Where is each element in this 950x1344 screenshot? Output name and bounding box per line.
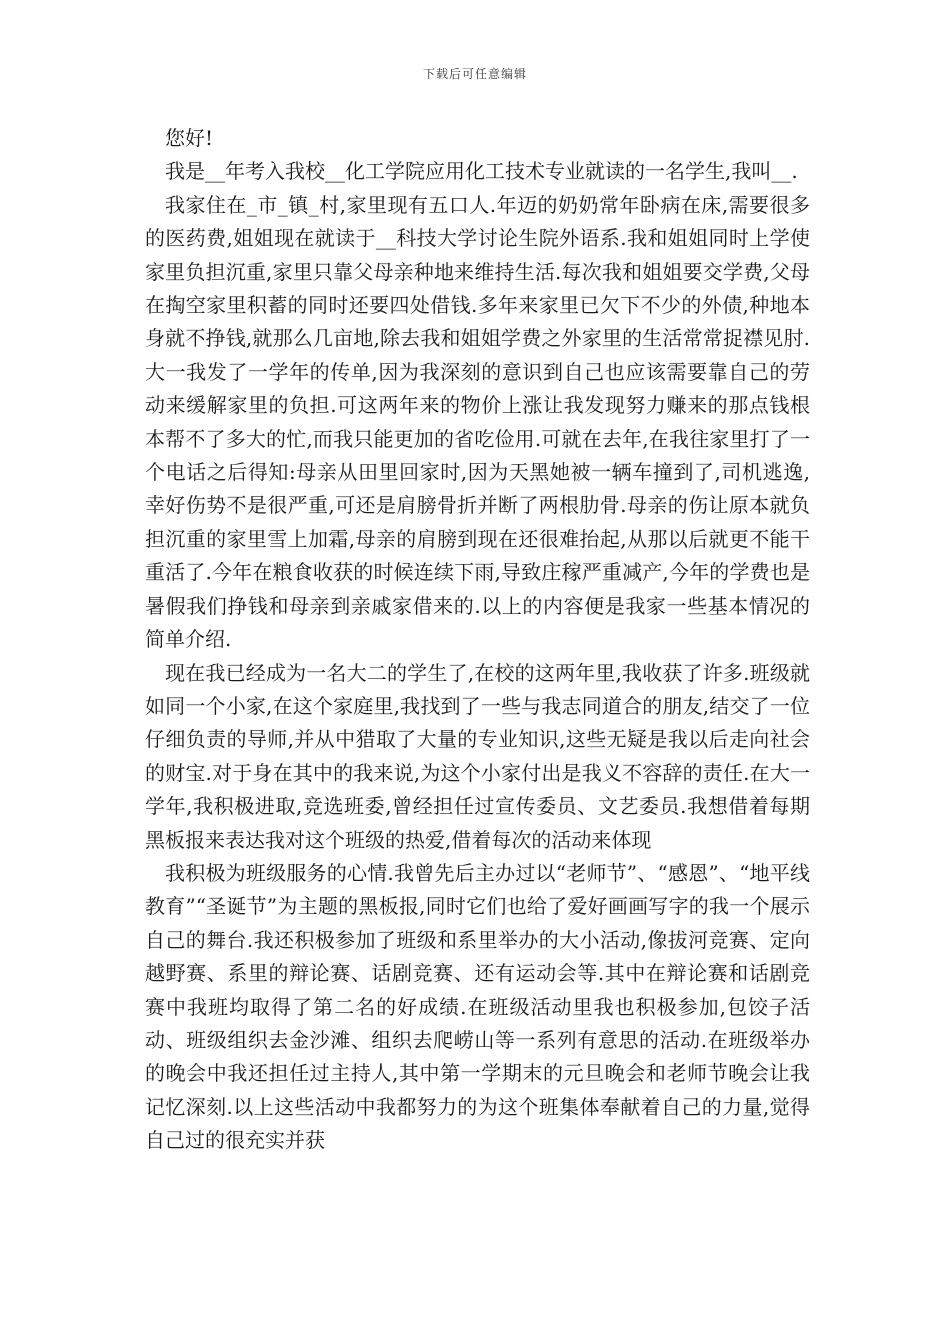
letter-body — [145, 122, 810, 1158]
school-life-paragraph: 现在我已经成为一名大二的学生了,在校的这两年里,我收获了许多.班级就如同一个小家,在这个家庭里,我找到了一些与我志同道合的朋友,结交了一位仔细负责的导师,并从中猎取了大量的专业知识,这些无疑是我以后走向社会的财宝.对于身在其中的我来说,为这个小家付出是我义不容辞的责任.在大一学年,我积极进取,竞选班委,曾经担任过宣传委员、文艺委员.我想借着每期黑板报来表达我对这个班级的热爱,借着每次的活动来体现 — [145, 660, 810, 852]
intro-paragraph: 我是__年考入我校__化工学院应用化工技术专业就读的一名学生,我叫__. — [165, 159, 798, 184]
greeting-paragraph: 您好! — [165, 126, 214, 150]
page-header-note: 下载后可任意编辑 — [422, 67, 527, 81]
family-situation-paragraph: 我家住在_市_镇_村,家里现有五口人.年迈的奶奶常年卧病在床,需要很多的医药费,姐姐现在就读于__科技大学讨论生院外语系.我和姐姐同时上学使家里负担沉重,家里只靠父母亲种地来维持生活.每次我和姐姐要交学费,父母在掏空家里积蓄的同时还要四处借钱.多年来家里已欠下不少的外债,种地本身就不挣钱,就那么几亩地,除去我和姐姐学费之外家里的生活常常捉襟见肘.大一我发了一学年的传单,因为我深刻的意识到自己也应该需要靠自己的劳动来缓解家里的负担.可这两年来的物价上涨让我发现努力赚来的那点钱根本帮不了多大的忙,而我只能更加的省吃俭用.可就在去年,在我往家里打了一个电话之后得知:母亲从田里回家时,因为天黑她被一辆车撞到了,司机逃逸,幸好伤势不是很严重,可还是肩膀骨折并断了两根肋骨.母亲的伤让原本就负担沉重的家里雪上加霜,母亲的肩膀到现在还很难抬起,从那以后就更不能干重活了.今年在粮食收获的时候连续下雨,导致庄稼严重减产,今年的学费也是暑假我们挣钱和母亲到亲戚家借来的.以上的内容便是我家一些基本情况的简单介绍. — [145, 192, 810, 652]
class-activities-paragraph: 我积极为班级服务的心情.我曾先后主办过以“老师节”、“感恩”、“地平线教育”“圣诞节”为主题的黑板报,同时它们也给了爱好画画写字的我一个展示自己的舞台.我还积极参加了班级和系里举办的大小活动,像拔河竞赛、定向越野赛、系里的辩论赛、话剧竞赛、还有运动会等.其中在辩论赛和话剧竞赛中我班均取得了第二名的好成绩.在班级活动里我也积极参加,包饺子活动、班级组织去金沙滩、组织去爬崂山等一系列有意思的活动.在班级举办的晚会中我还担任过主持人,其中第一学期末的元旦晚会和老师节晚会让我记忆深刻.以上这些活动中我都努力的为这个班集体奉献着自己的力量,觉得自己过的很充实并获 — [145, 860, 810, 1153]
